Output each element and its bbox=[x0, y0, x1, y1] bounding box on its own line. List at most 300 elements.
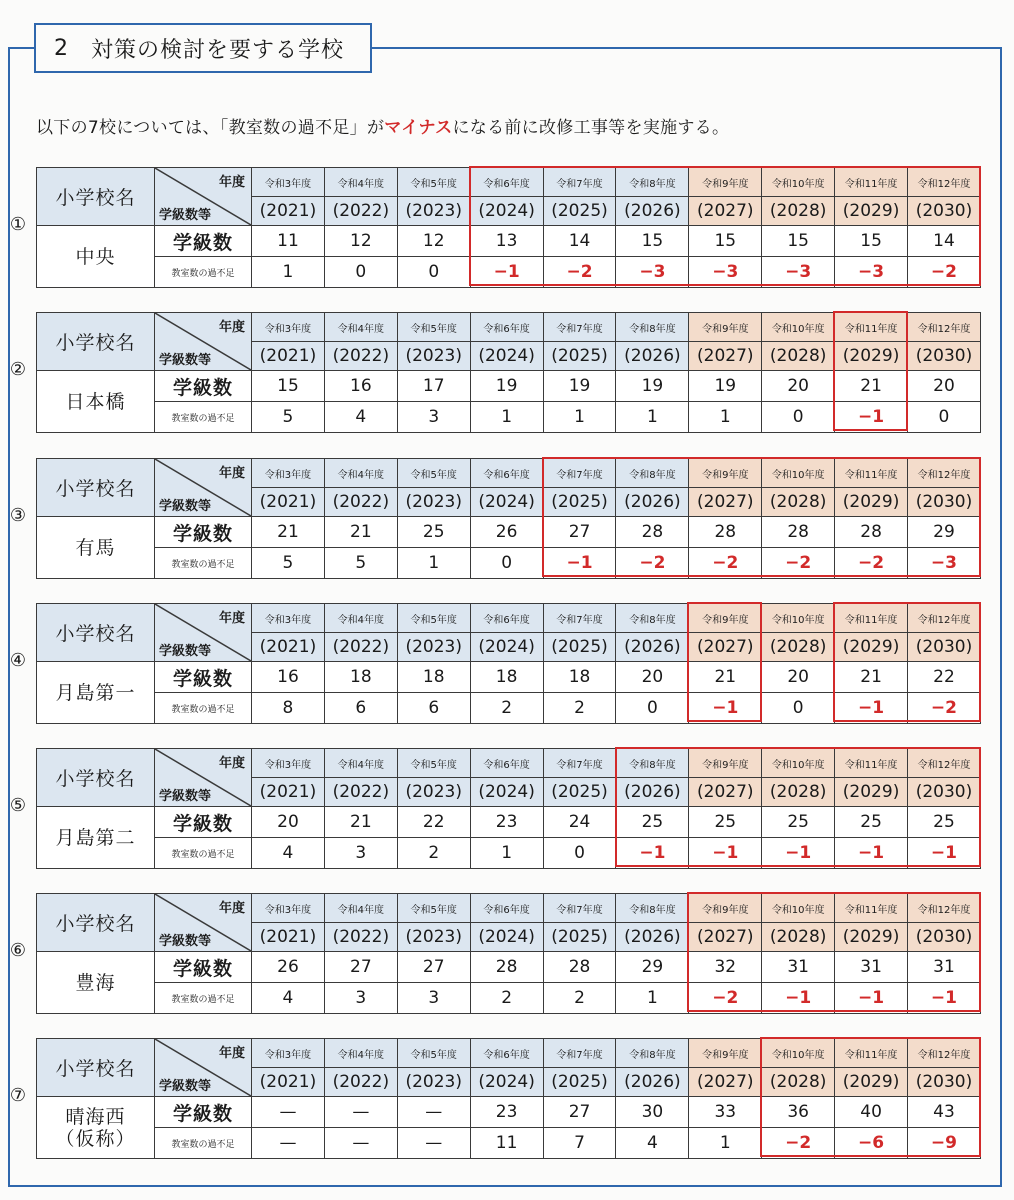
school-name-header: 小学校名 bbox=[37, 1039, 155, 1097]
year-ad: (2029) bbox=[835, 197, 908, 226]
year-reiwa: 令和11年度 bbox=[835, 459, 908, 488]
class-count-cell: 25 bbox=[835, 807, 908, 838]
year-reiwa: 令和5年度 bbox=[397, 168, 470, 197]
year-reiwa: 令和7年度 bbox=[543, 1039, 616, 1068]
year-reiwa: 令和11年度 bbox=[835, 313, 908, 342]
room-balance-label: 教室数の過不足 bbox=[155, 693, 252, 724]
room-balance-label: 教室数の過不足 bbox=[155, 983, 252, 1014]
class-count-cell: 14 bbox=[908, 226, 981, 257]
year-ad: (2028) bbox=[762, 778, 835, 807]
year-ad: (2022) bbox=[324, 1068, 397, 1097]
class-count-cell: 19 bbox=[470, 371, 543, 402]
room-balance-cell: −1 bbox=[835, 983, 908, 1014]
room-balance-cell: −2 bbox=[616, 548, 689, 579]
room-balance-cell: 5 bbox=[252, 402, 325, 433]
class-count-label: 学級数 bbox=[155, 662, 252, 693]
year-ad: (2026) bbox=[616, 923, 689, 952]
class-count-cell: 22 bbox=[908, 662, 981, 693]
year-reiwa: 令和3年度 bbox=[252, 894, 325, 923]
school-table bbox=[36, 458, 981, 579]
school-name-header: 小学校名 bbox=[37, 459, 155, 517]
school-block bbox=[9, 312, 980, 430]
diagonal-header bbox=[155, 894, 252, 952]
year-reiwa: 令和8年度 bbox=[616, 1039, 689, 1068]
year-ad: (2024) bbox=[470, 197, 543, 226]
school-index: ⑦ bbox=[9, 1085, 27, 1106]
school-block bbox=[9, 603, 980, 721]
class-count-cell: 21 bbox=[324, 807, 397, 838]
school-name bbox=[37, 662, 155, 724]
intro-before: 以下の7校については、「教室数の過不足」が bbox=[36, 118, 385, 138]
year-ad: (2027) bbox=[689, 923, 762, 952]
class-count-cell: 31 bbox=[835, 952, 908, 983]
class-count-cell: 21 bbox=[252, 517, 325, 548]
year-reiwa: 令和3年度 bbox=[252, 604, 325, 633]
class-axis-label: 学級数等 bbox=[159, 789, 212, 804]
room-balance-cell: 1 bbox=[616, 983, 689, 1014]
room-balance-cell: −2 bbox=[689, 548, 762, 579]
year-reiwa: 令和6年度 bbox=[470, 749, 543, 778]
year-reiwa: 令和9年度 bbox=[689, 459, 762, 488]
school-table bbox=[36, 312, 981, 433]
year-axis-label: 年度 bbox=[218, 466, 245, 481]
class-count-cell: 28 bbox=[689, 517, 762, 548]
school-name-header: 小学校名 bbox=[37, 604, 155, 662]
school-block bbox=[9, 458, 980, 576]
room-balance-cell: 4 bbox=[252, 838, 325, 869]
year-reiwa: 令和8年度 bbox=[616, 313, 689, 342]
class-count-cell: 21 bbox=[689, 662, 762, 693]
year-reiwa: 令和12年度 bbox=[908, 313, 981, 342]
class-count-cell: 12 bbox=[324, 226, 397, 257]
room-balance-cell: 4 bbox=[324, 402, 397, 433]
class-count-cell: 16 bbox=[252, 662, 325, 693]
room-balance-cell: 2 bbox=[543, 693, 616, 724]
year-ad: (2023) bbox=[397, 342, 470, 371]
class-count-cell: 15 bbox=[762, 226, 835, 257]
year-ad: (2026) bbox=[616, 778, 689, 807]
school-index: ① bbox=[9, 214, 27, 235]
class-count-cell: 27 bbox=[543, 517, 616, 548]
year-ad: (2021) bbox=[252, 197, 325, 226]
year-reiwa: 令和4年度 bbox=[324, 459, 397, 488]
class-count-cell: 18 bbox=[324, 662, 397, 693]
class-count-label: 学級数 bbox=[155, 226, 252, 257]
year-ad: (2021) bbox=[252, 1068, 325, 1097]
school-name-header: 小学校名 bbox=[37, 749, 155, 807]
room-balance-cell: −1 bbox=[762, 838, 835, 869]
class-count-cell: — bbox=[324, 1097, 397, 1128]
year-reiwa: 令和7年度 bbox=[543, 459, 616, 488]
school-name-line: 月島第二 bbox=[55, 826, 136, 849]
class-count-cell: 30 bbox=[616, 1097, 689, 1128]
year-ad: (2025) bbox=[543, 197, 616, 226]
year-ad: (2028) bbox=[762, 197, 835, 226]
room-balance-cell: −2 bbox=[835, 548, 908, 579]
year-reiwa: 令和9年度 bbox=[689, 168, 762, 197]
year-reiwa: 令和7年度 bbox=[543, 168, 616, 197]
year-reiwa: 令和10年度 bbox=[762, 313, 835, 342]
year-ad: (2021) bbox=[252, 778, 325, 807]
class-count-cell: 26 bbox=[252, 952, 325, 983]
class-count-cell: — bbox=[252, 1097, 325, 1128]
year-ad: (2029) bbox=[835, 1068, 908, 1097]
year-reiwa: 令和7年度 bbox=[543, 894, 616, 923]
school-table bbox=[36, 748, 981, 869]
room-balance-cell: −3 bbox=[762, 257, 835, 288]
year-reiwa: 令和7年度 bbox=[543, 749, 616, 778]
year-reiwa: 令和5年度 bbox=[397, 749, 470, 778]
diagonal-header bbox=[155, 168, 252, 226]
room-balance-cell: 1 bbox=[397, 548, 470, 579]
room-balance-cell: 0 bbox=[397, 257, 470, 288]
school-name-line: 月島第一 bbox=[55, 681, 136, 704]
section-heading bbox=[34, 23, 372, 73]
year-reiwa: 令和5年度 bbox=[397, 313, 470, 342]
year-ad: (2023) bbox=[397, 488, 470, 517]
class-count-cell: 36 bbox=[762, 1097, 835, 1128]
school-name bbox=[37, 807, 155, 869]
class-count-cell: 18 bbox=[543, 662, 616, 693]
year-reiwa: 令和5年度 bbox=[397, 1039, 470, 1068]
room-balance-label: 教室数の過不足 bbox=[155, 548, 252, 579]
year-reiwa: 令和8年度 bbox=[616, 749, 689, 778]
year-ad: (2029) bbox=[835, 778, 908, 807]
room-balance-cell: 8 bbox=[252, 693, 325, 724]
year-ad: (2030) bbox=[908, 778, 981, 807]
year-ad: (2027) bbox=[689, 778, 762, 807]
year-reiwa: 令和9年度 bbox=[689, 313, 762, 342]
section-number: 2 bbox=[54, 35, 69, 61]
room-balance-cell: 6 bbox=[324, 693, 397, 724]
year-reiwa: 令和12年度 bbox=[908, 459, 981, 488]
room-balance-cell: −9 bbox=[908, 1128, 981, 1159]
class-count-cell: 19 bbox=[543, 371, 616, 402]
school-table bbox=[36, 167, 981, 288]
class-count-label: 学級数 bbox=[155, 807, 252, 838]
year-ad: (2028) bbox=[762, 342, 835, 371]
room-balance-cell: 0 bbox=[762, 402, 835, 433]
year-reiwa: 令和9年度 bbox=[689, 894, 762, 923]
year-reiwa: 令和6年度 bbox=[470, 313, 543, 342]
room-balance-cell: −1 bbox=[908, 983, 981, 1014]
diagonal-header bbox=[155, 313, 252, 371]
room-balance-cell: −3 bbox=[908, 548, 981, 579]
class-count-cell: 21 bbox=[835, 371, 908, 402]
class-count-cell: 18 bbox=[397, 662, 470, 693]
diagonal-header bbox=[155, 459, 252, 517]
room-balance-cell: −2 bbox=[908, 257, 981, 288]
year-reiwa: 令和5年度 bbox=[397, 604, 470, 633]
class-count-cell: 13 bbox=[470, 226, 543, 257]
room-balance-cell: −3 bbox=[835, 257, 908, 288]
class-count-cell: 27 bbox=[397, 952, 470, 983]
class-count-cell: 14 bbox=[543, 226, 616, 257]
school-name-line: 中央 bbox=[75, 245, 116, 268]
year-ad: (2023) bbox=[397, 633, 470, 662]
class-count-cell: 17 bbox=[397, 371, 470, 402]
class-axis-label: 学級数等 bbox=[159, 208, 212, 223]
class-count-label: 学級数 bbox=[155, 952, 252, 983]
room-balance-cell: 0 bbox=[762, 693, 835, 724]
class-count-cell: 32 bbox=[689, 952, 762, 983]
year-ad: (2024) bbox=[470, 342, 543, 371]
room-balance-cell: 0 bbox=[616, 693, 689, 724]
year-ad: (2030) bbox=[908, 633, 981, 662]
room-balance-cell: −1 bbox=[835, 402, 908, 433]
room-balance-cell: −1 bbox=[835, 693, 908, 724]
school-index: ⑤ bbox=[9, 795, 27, 816]
room-balance-cell: −1 bbox=[762, 983, 835, 1014]
year-ad: (2021) bbox=[252, 633, 325, 662]
year-reiwa: 令和8年度 bbox=[616, 604, 689, 633]
room-balance-cell: 1 bbox=[689, 402, 762, 433]
room-balance-label: 教室数の過不足 bbox=[155, 402, 252, 433]
year-reiwa: 令和10年度 bbox=[762, 1039, 835, 1068]
year-ad: (2030) bbox=[908, 342, 981, 371]
year-reiwa: 令和9年度 bbox=[689, 604, 762, 633]
class-count-cell: 21 bbox=[324, 517, 397, 548]
year-ad: (2026) bbox=[616, 633, 689, 662]
room-balance-cell: 1 bbox=[252, 257, 325, 288]
year-reiwa: 令和5年度 bbox=[397, 894, 470, 923]
diagonal-header bbox=[155, 1039, 252, 1097]
class-axis-label: 学級数等 bbox=[159, 353, 212, 368]
school-name bbox=[37, 517, 155, 579]
year-axis-label: 年度 bbox=[218, 901, 245, 916]
year-ad: (2023) bbox=[397, 1068, 470, 1097]
school-table bbox=[36, 893, 981, 1014]
year-reiwa: 令和7年度 bbox=[543, 604, 616, 633]
class-count-cell: 26 bbox=[470, 517, 543, 548]
room-balance-cell: 2 bbox=[397, 838, 470, 869]
class-count-cell: 43 bbox=[908, 1097, 981, 1128]
year-reiwa: 令和6年度 bbox=[470, 459, 543, 488]
year-ad: (2026) bbox=[616, 1068, 689, 1097]
room-balance-cell: 1 bbox=[470, 838, 543, 869]
year-ad: (2025) bbox=[543, 488, 616, 517]
school-name-header: 小学校名 bbox=[37, 894, 155, 952]
class-count-cell: 40 bbox=[835, 1097, 908, 1128]
year-reiwa: 令和12年度 bbox=[908, 1039, 981, 1068]
year-ad: (2024) bbox=[470, 488, 543, 517]
year-reiwa: 令和6年度 bbox=[470, 604, 543, 633]
year-reiwa: 令和6年度 bbox=[470, 168, 543, 197]
year-reiwa: 令和10年度 bbox=[762, 168, 835, 197]
class-axis-label: 学級数等 bbox=[159, 644, 212, 659]
year-ad: (2028) bbox=[762, 1068, 835, 1097]
year-ad: (2027) bbox=[689, 1068, 762, 1097]
year-ad: (2026) bbox=[616, 197, 689, 226]
class-count-cell: 16 bbox=[324, 371, 397, 402]
year-reiwa: 令和4年度 bbox=[324, 749, 397, 778]
room-balance-cell: −2 bbox=[543, 257, 616, 288]
room-balance-cell: 5 bbox=[324, 548, 397, 579]
year-ad: (2022) bbox=[324, 778, 397, 807]
class-count-cell: 15 bbox=[689, 226, 762, 257]
year-axis-label: 年度 bbox=[218, 756, 245, 771]
intro-text bbox=[36, 113, 729, 138]
class-count-cell: 25 bbox=[689, 807, 762, 838]
class-count-cell: 12 bbox=[397, 226, 470, 257]
class-count-cell: 20 bbox=[762, 662, 835, 693]
year-ad: (2030) bbox=[908, 197, 981, 226]
school-block bbox=[9, 893, 980, 1011]
class-count-cell: 33 bbox=[689, 1097, 762, 1128]
year-ad: (2030) bbox=[908, 1068, 981, 1097]
room-balance-cell: −2 bbox=[689, 983, 762, 1014]
class-count-label: 学級数 bbox=[155, 371, 252, 402]
class-count-cell: 31 bbox=[762, 952, 835, 983]
class-count-cell: 31 bbox=[908, 952, 981, 983]
class-axis-label: 学級数等 bbox=[159, 934, 212, 949]
class-count-cell: 27 bbox=[324, 952, 397, 983]
year-reiwa: 令和8年度 bbox=[616, 168, 689, 197]
year-ad: (2022) bbox=[324, 633, 397, 662]
room-balance-cell: 1 bbox=[543, 402, 616, 433]
year-ad: (2028) bbox=[762, 633, 835, 662]
room-balance-cell: −6 bbox=[835, 1128, 908, 1159]
room-balance-cell: 3 bbox=[324, 838, 397, 869]
year-reiwa: 令和10年度 bbox=[762, 604, 835, 633]
class-count-cell: 28 bbox=[470, 952, 543, 983]
year-ad: (2022) bbox=[324, 197, 397, 226]
year-ad: (2021) bbox=[252, 488, 325, 517]
year-reiwa: 令和11年度 bbox=[835, 1039, 908, 1068]
year-ad: (2023) bbox=[397, 197, 470, 226]
room-balance-cell: −1 bbox=[470, 257, 543, 288]
school-block bbox=[9, 748, 980, 866]
year-reiwa: 令和4年度 bbox=[324, 894, 397, 923]
year-reiwa: 令和11年度 bbox=[835, 604, 908, 633]
year-reiwa: 令和3年度 bbox=[252, 168, 325, 197]
school-name-header: 小学校名 bbox=[37, 168, 155, 226]
year-ad: (2023) bbox=[397, 923, 470, 952]
year-reiwa: 令和8年度 bbox=[616, 459, 689, 488]
year-axis-label: 年度 bbox=[218, 175, 245, 190]
section-title: 対策の検討を要する学校 bbox=[91, 37, 345, 63]
room-balance-label: 教室数の過不足 bbox=[155, 838, 252, 869]
room-balance-cell: 2 bbox=[470, 693, 543, 724]
class-count-cell: 23 bbox=[470, 1097, 543, 1128]
class-count-cell: 15 bbox=[835, 226, 908, 257]
class-count-cell: 24 bbox=[543, 807, 616, 838]
year-reiwa: 令和4年度 bbox=[324, 604, 397, 633]
year-ad: (2024) bbox=[470, 778, 543, 807]
diagonal-header bbox=[155, 604, 252, 662]
year-ad: (2027) bbox=[689, 197, 762, 226]
year-axis-label: 年度 bbox=[218, 611, 245, 626]
year-reiwa: 令和3年度 bbox=[252, 313, 325, 342]
school-name bbox=[37, 371, 155, 433]
room-balance-cell: 0 bbox=[543, 838, 616, 869]
year-reiwa: 令和7年度 bbox=[543, 313, 616, 342]
year-ad: (2027) bbox=[689, 342, 762, 371]
year-ad: (2029) bbox=[835, 342, 908, 371]
school-block bbox=[9, 167, 980, 285]
school-name-line: 日本橋 bbox=[65, 390, 126, 413]
school-name bbox=[37, 226, 155, 288]
class-count-cell: 11 bbox=[252, 226, 325, 257]
room-balance-cell: −1 bbox=[908, 838, 981, 869]
room-balance-cell: −2 bbox=[762, 1128, 835, 1159]
year-reiwa: 令和5年度 bbox=[397, 459, 470, 488]
intro-after: になる前に改修工事等を実施する。 bbox=[452, 118, 730, 138]
year-reiwa: 令和11年度 bbox=[835, 168, 908, 197]
year-ad: (2023) bbox=[397, 778, 470, 807]
year-ad: (2024) bbox=[470, 1068, 543, 1097]
year-ad: (2024) bbox=[470, 923, 543, 952]
class-count-cell: 29 bbox=[616, 952, 689, 983]
year-ad: (2022) bbox=[324, 342, 397, 371]
school-name-header: 小学校名 bbox=[37, 313, 155, 371]
class-count-cell: 22 bbox=[397, 807, 470, 838]
year-reiwa: 令和10年度 bbox=[762, 749, 835, 778]
school-index: ⑥ bbox=[9, 940, 27, 961]
year-reiwa: 令和11年度 bbox=[835, 894, 908, 923]
year-reiwa: 令和12年度 bbox=[908, 894, 981, 923]
room-balance-cell: −1 bbox=[689, 838, 762, 869]
school-block bbox=[9, 1038, 980, 1156]
room-balance-cell: — bbox=[397, 1128, 470, 1159]
class-axis-label: 学級数等 bbox=[159, 1079, 212, 1094]
room-balance-cell: 11 bbox=[470, 1128, 543, 1159]
room-balance-cell: 3 bbox=[324, 983, 397, 1014]
year-reiwa: 令和6年度 bbox=[470, 1039, 543, 1068]
year-axis-label: 年度 bbox=[218, 1046, 245, 1061]
room-balance-cell: 3 bbox=[397, 983, 470, 1014]
room-balance-cell: 6 bbox=[397, 693, 470, 724]
school-name bbox=[37, 1097, 155, 1159]
room-balance-cell: 0 bbox=[908, 402, 981, 433]
year-ad: (2022) bbox=[324, 488, 397, 517]
school-table bbox=[36, 603, 981, 724]
class-count-cell: 15 bbox=[252, 371, 325, 402]
room-balance-cell: 1 bbox=[470, 402, 543, 433]
class-count-cell: 28 bbox=[616, 517, 689, 548]
room-balance-cell: −1 bbox=[616, 838, 689, 869]
class-count-cell: 20 bbox=[762, 371, 835, 402]
class-count-cell: 29 bbox=[908, 517, 981, 548]
class-count-cell: 15 bbox=[616, 226, 689, 257]
room-balance-cell: 0 bbox=[324, 257, 397, 288]
class-count-label: 学級数 bbox=[155, 517, 252, 548]
class-count-cell: 25 bbox=[762, 807, 835, 838]
room-balance-cell: 7 bbox=[543, 1128, 616, 1159]
year-ad: (2024) bbox=[470, 633, 543, 662]
class-count-cell: 28 bbox=[762, 517, 835, 548]
year-reiwa: 令和9年度 bbox=[689, 1039, 762, 1068]
room-balance-cell: −3 bbox=[689, 257, 762, 288]
year-ad: (2029) bbox=[835, 488, 908, 517]
class-count-cell: — bbox=[397, 1097, 470, 1128]
year-reiwa: 令和4年度 bbox=[324, 1039, 397, 1068]
school-name-line: 有馬 bbox=[75, 536, 116, 559]
intro-emphasis: マイナス bbox=[384, 118, 453, 138]
class-count-cell: 18 bbox=[470, 662, 543, 693]
year-reiwa: 令和12年度 bbox=[908, 604, 981, 633]
year-ad: (2021) bbox=[252, 923, 325, 952]
room-balance-cell: −1 bbox=[689, 693, 762, 724]
class-count-cell: 19 bbox=[689, 371, 762, 402]
room-balance-cell: 2 bbox=[543, 983, 616, 1014]
class-axis-label: 学級数等 bbox=[159, 499, 212, 514]
room-balance-cell: 4 bbox=[616, 1128, 689, 1159]
class-count-cell: 21 bbox=[835, 662, 908, 693]
class-count-cell: 25 bbox=[908, 807, 981, 838]
room-balance-cell: −2 bbox=[908, 693, 981, 724]
year-reiwa: 令和10年度 bbox=[762, 894, 835, 923]
